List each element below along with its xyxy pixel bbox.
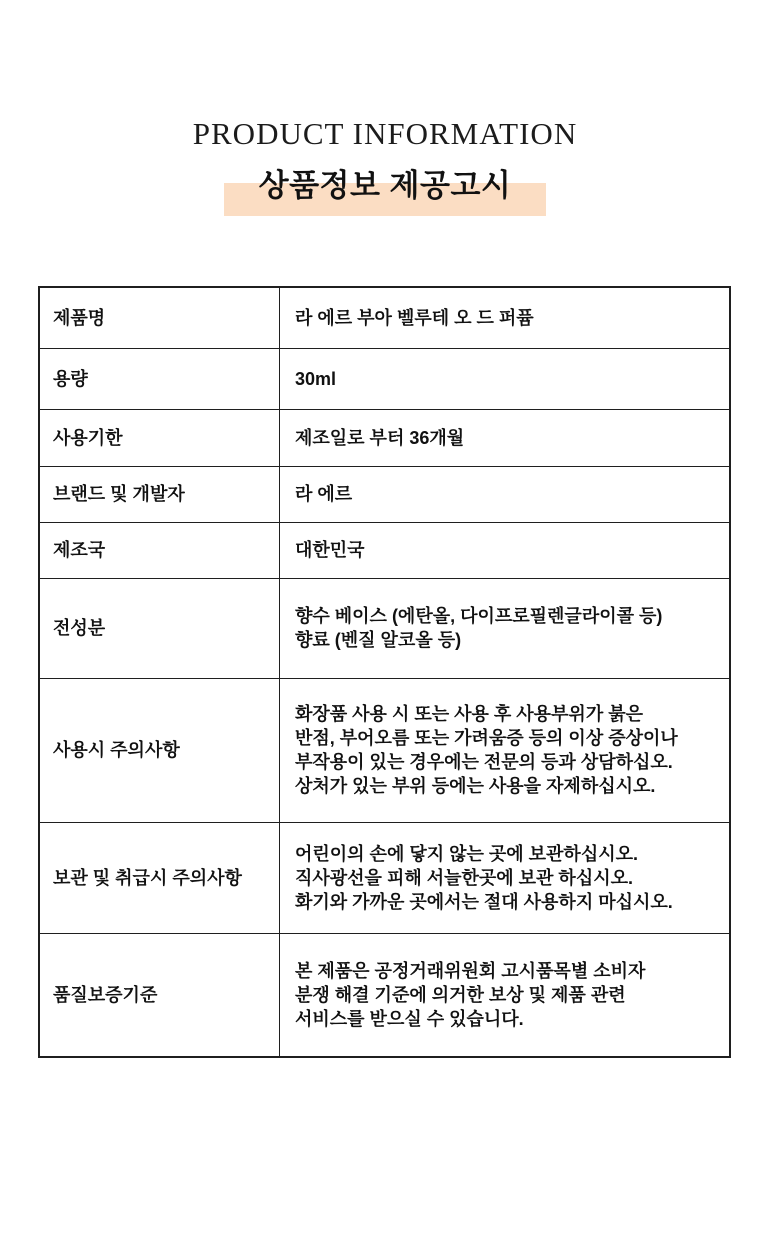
value-line: 어린이의 손에 닿지 않는 곳에 보관하십시오.: [295, 843, 638, 864]
value-line: 부작용이 있는 경우에는 전문의 등과 상담하십오.: [295, 752, 673, 772]
value-line: 향수 베이스 (에탄올, 다이프로필렌글라이콜 등): [295, 606, 663, 626]
row-value: [280, 287, 731, 348]
row-value: [280, 409, 731, 466]
row-label: 보관 및 취급시 주의사항: [39, 822, 280, 933]
table-row: [39, 287, 730, 348]
value-line: 본 제품은 공정거래위원회 고시품목별 소비자: [295, 960, 646, 981]
row-label: 제품명: [39, 287, 280, 348]
value-line: 라 에르: [295, 484, 353, 504]
value-line: 상처가 있는 부위 등에는 사용을 자제하십시오.: [295, 776, 656, 796]
row-label: 전성분: [39, 578, 280, 678]
table-row: [39, 466, 730, 522]
row-label: 사용기한: [39, 409, 280, 466]
row-value: [280, 348, 731, 409]
value-line: 제조일로 부터 36개월: [295, 427, 465, 448]
table-row: [39, 933, 730, 1057]
table-row: [39, 578, 730, 678]
value-line: 대한민국: [295, 540, 365, 560]
table-row: [39, 678, 730, 822]
row-label: 사용시 주의사항: [39, 678, 280, 822]
value-line: 직사광선을 피해 서늘한곳에 보관 하십시오.: [295, 867, 633, 888]
row-value: [280, 822, 731, 933]
table-row: [39, 822, 730, 933]
table-row: [39, 409, 730, 466]
value-line: 30ml: [295, 368, 337, 389]
row-value: [280, 522, 731, 578]
table-row: [39, 348, 730, 409]
row-label: 용량: [39, 348, 280, 409]
page-title: PRODUCT INFORMATION: [192, 116, 578, 151]
table-row: [39, 522, 730, 578]
value-line: 반점, 부어오름 또는 가려움증 등의 이상 증상이나: [295, 728, 678, 748]
row-value: [280, 466, 731, 522]
row-value: [280, 678, 731, 822]
value-line: 화기와 가까운 곳에서는 절대 사용하지 마십시오.: [295, 891, 673, 912]
value-line: 향료 (벤질 알코올 등): [295, 630, 462, 650]
row-value: [280, 933, 731, 1057]
value-line: 라 에르 부아 벨루테 오 드 퍼퓸: [295, 307, 534, 328]
row-label: 제조국: [39, 522, 280, 578]
value-line: 분쟁 해결 기준에 의거한 보상 및 제품 관련: [295, 984, 626, 1005]
row-label: 품질보증기준: [39, 933, 280, 1057]
value-line: 서비스를 받으실 수 있습니다.: [295, 1008, 524, 1029]
row-label: 브랜드 및 개발자: [39, 466, 280, 522]
value-line: 화장품 사용 시 또는 사용 후 사용부위가 붉은: [295, 704, 643, 724]
row-value: [280, 578, 731, 678]
subtitle-text: 상품정보 제공고시: [258, 168, 512, 203]
product-info-table-body: [39, 287, 730, 1057]
product-info-table: [38, 286, 731, 1058]
